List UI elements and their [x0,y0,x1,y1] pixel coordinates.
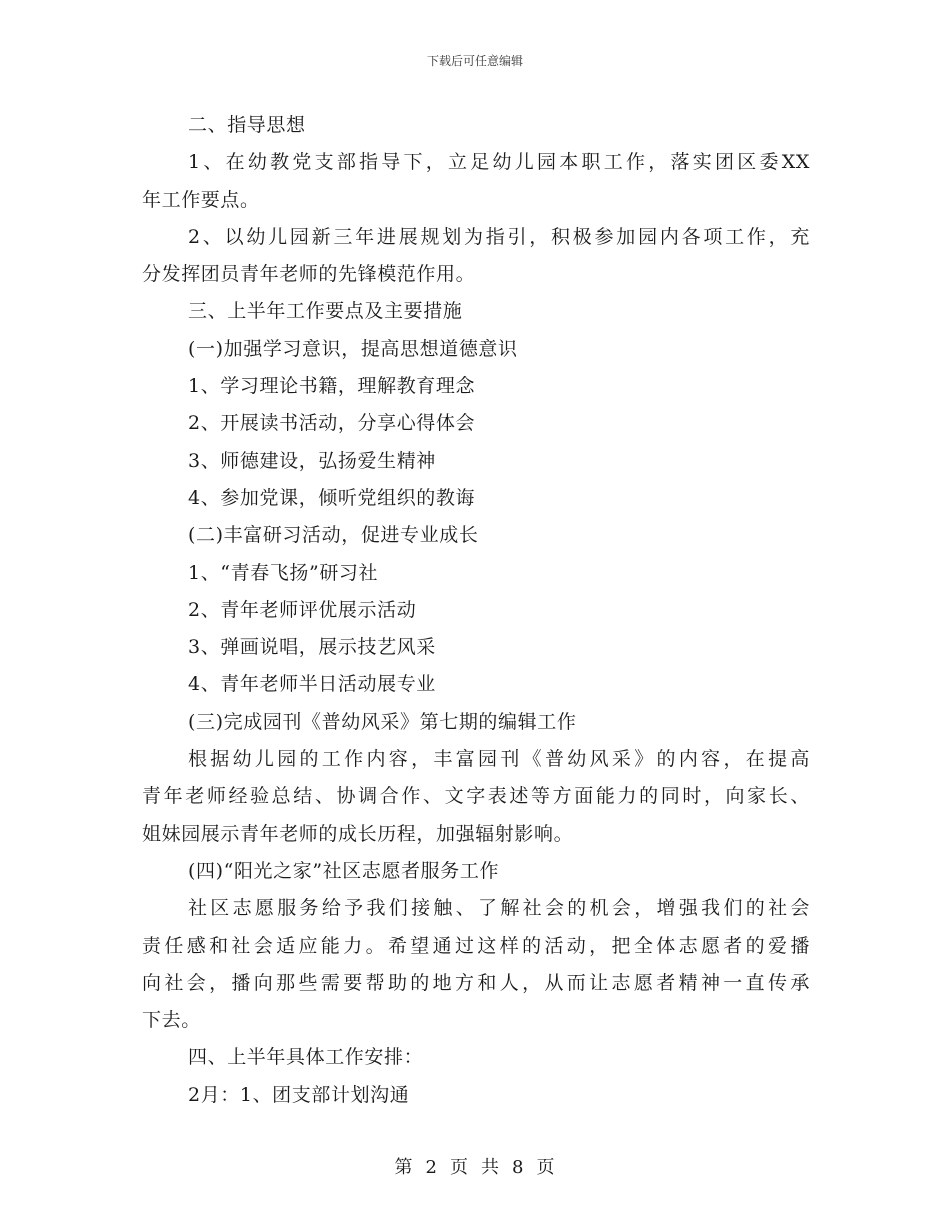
list-item: 2、开展读书活动，分享心得体会 [188,412,476,435]
list-item: 3、师德建设，弘扬爱生精神 [188,449,436,472]
section-heading-schedule: 四、上半年具体工作安排： [188,1046,424,1069]
paragraph-line: 向社会，播向那些需要帮助的地方和人，从而让志愿者精神一直传承 [142,971,810,994]
paragraph-line: 根据幼儿园的工作内容，丰富园刊《普幼风采》的内容，在提高 [188,748,810,771]
list-item: 1、学习理论书籍，理解教育理念 [188,375,476,398]
page-number-footer [0,1153,950,1179]
current-page-number: 2 [425,1157,438,1178]
page-header-note: 下载后可任意编辑 [426,54,523,68]
section-heading-guiding-thought: 二、指导思想 [188,114,306,136]
page-label-suffix: 页 [536,1157,556,1178]
total-pages-number: 8 [512,1157,525,1178]
subsection-heading: (一)加强学习意识，提高思想道德意识 [188,337,518,360]
paragraph-line: 社区志愿服务给予我们接触、了解社会的机会，增强我们的社会 [188,897,810,920]
subsection-heading: (四)“阳光之家”社区志愿者服务工作 [188,859,500,882]
list-item: 4、青年老师半日活动展专业 [188,673,436,696]
paragraph-line: 青年老师经验总结、协调合作、文字表述等方面能力的同时，向家长、 [142,785,810,808]
paragraph-line: 2、以幼儿园新三年进展规划为指引，积极参加园内各项工作，充 [188,225,810,248]
schedule-item: 2月：1、团支部计划沟通 [188,1083,410,1106]
section-heading-first-half-points: 三、上半年工作要点及主要措施 [188,300,463,323]
paragraph-line: 1、在幼教党支部指导下，立足幼儿园本职工作，落实团区委XX [188,151,810,174]
paragraph-line: 下去。 [142,1009,201,1032]
list-item: 2、青年老师评优展示活动 [188,598,417,621]
document-body [142,107,810,1114]
page-label-prefix: 第 [394,1157,414,1178]
list-item: 4、参加党课，倾听党组织的教诲 [188,486,476,509]
paragraph-line: 姐妹园展示青年老师的成长历程，加强辐射影响。 [142,822,574,845]
page-label-mid2: 共 [481,1157,500,1178]
paragraph-line: 分发挥团员青年老师的先锋模范作用。 [142,263,476,286]
paragraph-line: 年工作要点。 [142,188,260,211]
page-label-mid1: 页 [450,1157,469,1178]
list-item: 3、弹画说唱，展示技艺风采 [188,636,436,659]
list-item: 1、“青春飞扬”研习社 [188,561,379,584]
subsection-heading: (三)完成园刊《普幼风采》第七期的编辑工作 [188,710,577,733]
paragraph-line: 责任感和社会适应能力。希望通过这样的活动，把全体志愿者的爱播 [142,934,810,957]
subsection-heading: (二)丰富研习活动，促进专业成长 [188,524,479,547]
